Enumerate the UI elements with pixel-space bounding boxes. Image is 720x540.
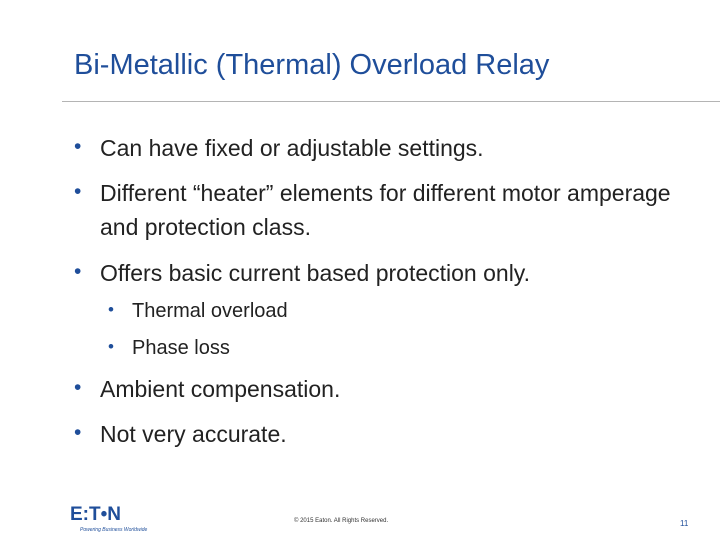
- bullet-dot-icon: •: [74, 376, 82, 399]
- copyright-notice: © 2015 Eaton. All Rights Reserved.: [294, 518, 389, 524]
- slide-title: Bi-Metallic (Thermal) Overload Relay: [74, 49, 550, 81]
- logo-wordmark: E:T•N: [70, 504, 121, 525]
- bullet-text: Offers basic current based protection only.: [100, 260, 530, 286]
- bullet-item: [74, 417, 287, 451]
- sub-bullet-text: Thermal overload: [132, 300, 288, 322]
- bullet-text: Can have fixed or adjustable settings.: [100, 135, 484, 161]
- page-number: 11: [680, 519, 689, 528]
- sub-bullet-item: [108, 298, 288, 324]
- eaton-logo: [70, 505, 152, 533]
- bullet-dot-icon: •: [108, 337, 114, 356]
- bullet-dot-icon: •: [74, 135, 82, 158]
- bullet-dot-icon: •: [108, 300, 114, 319]
- bullet-item: [74, 256, 530, 290]
- sub-bullet-item: [108, 335, 230, 361]
- bullet-item: [74, 176, 700, 244]
- bullet-text: Ambient compensation.: [100, 376, 341, 402]
- bullet-item: [74, 131, 484, 165]
- bullet-dot-icon: •: [74, 260, 82, 283]
- bullet-dot-icon: •: [74, 180, 82, 203]
- bullet-item: [74, 372, 341, 406]
- logo-tagline: Powering Business Worldwide: [80, 527, 148, 533]
- bullet-text: Not very accurate.: [100, 421, 287, 447]
- bullet-dot-icon: •: [74, 421, 82, 444]
- bullet-text: Different “heater” elements for different motor amperage and protection class.: [100, 180, 671, 240]
- sub-bullet-text: Phase loss: [132, 337, 230, 359]
